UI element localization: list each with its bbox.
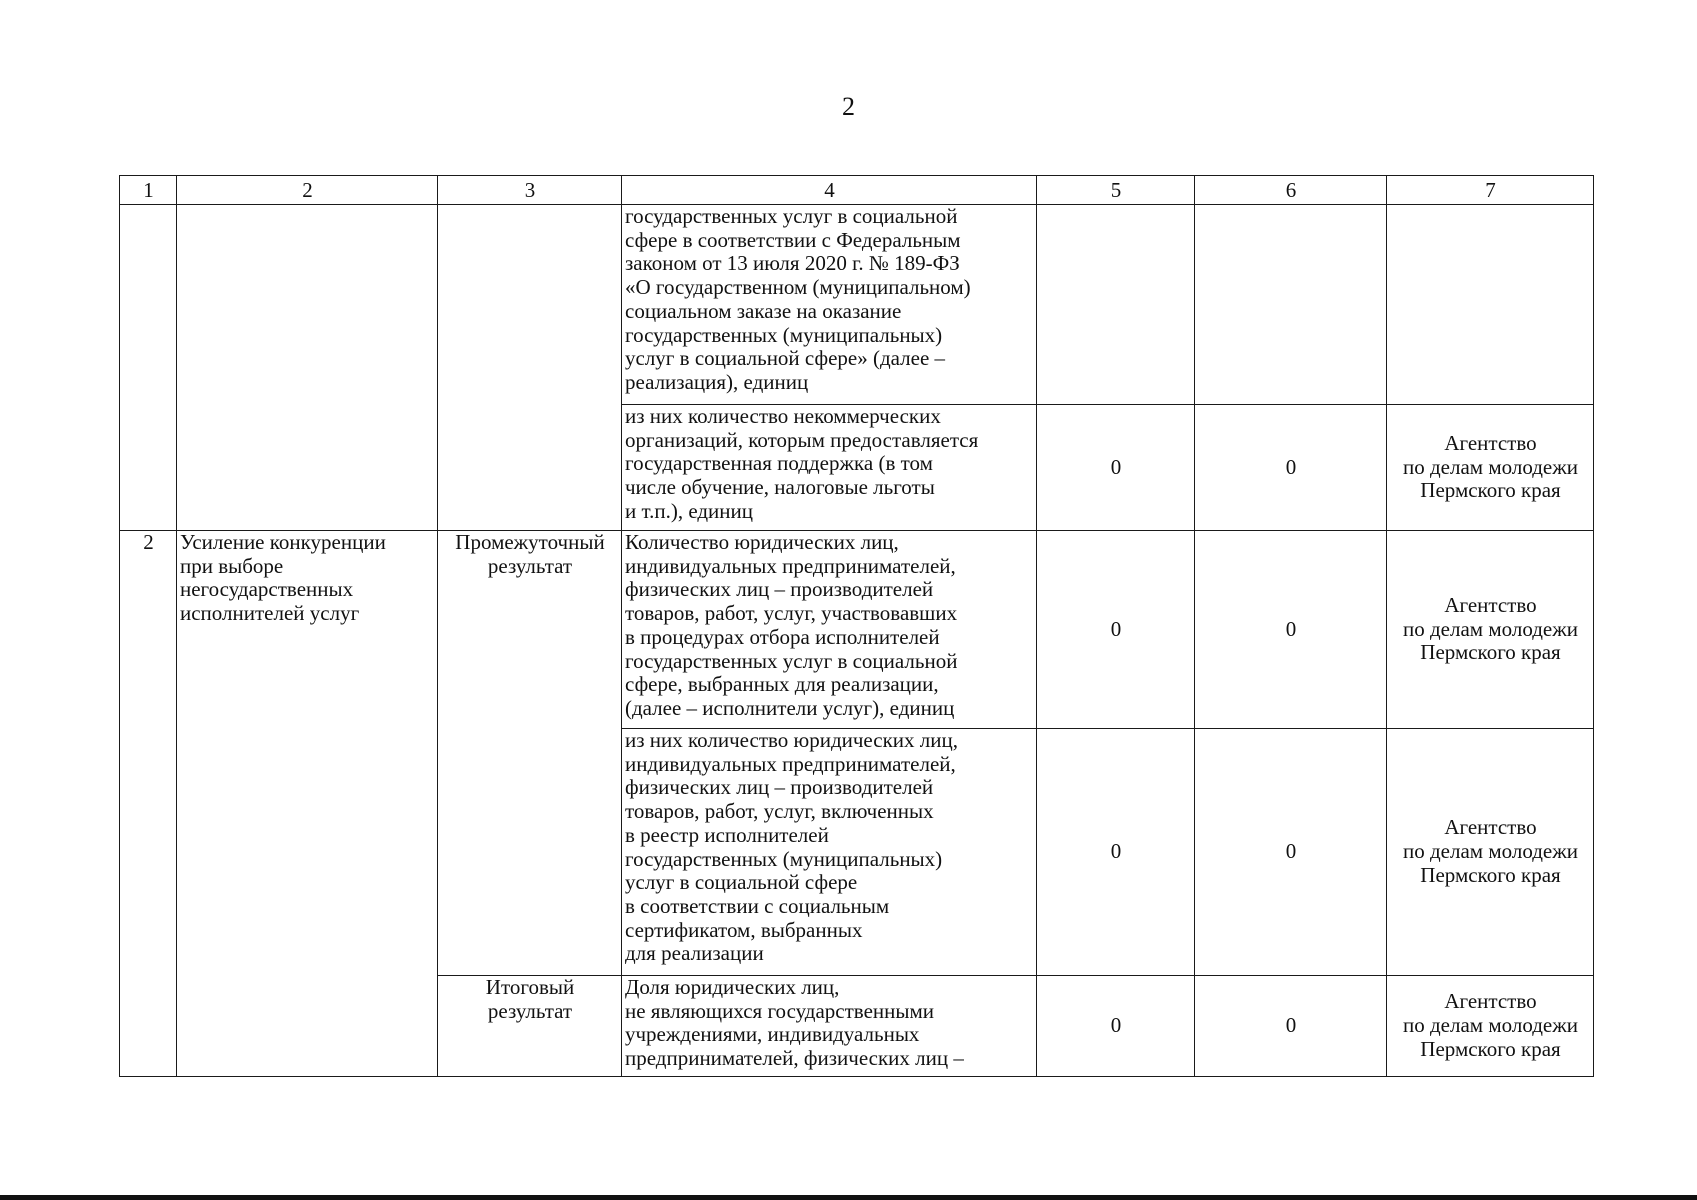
value-col-5: 0 xyxy=(1037,729,1195,976)
value-col-6: 0 xyxy=(1195,976,1387,1077)
responsible-agency: Агентство по делам молодежи Пермского края xyxy=(1387,405,1594,531)
header-col-3: 3 xyxy=(438,176,622,205)
value-col-5: 0 xyxy=(1037,405,1195,531)
indicator-text: из них количество некоммерческих организаций, которым предоставляется государственная поддержка (в том числе обучение, налоговые льготы и т.п.), единиц xyxy=(622,405,1037,531)
header-col-5: 5 xyxy=(1037,176,1195,205)
table-row xyxy=(120,205,1594,405)
header-col-6: 6 xyxy=(1195,176,1387,205)
indicators-table xyxy=(119,175,1594,1077)
page-number: 2 xyxy=(842,92,855,121)
responsible-agency: Агентство по делам молодежи Пермского края xyxy=(1387,531,1594,729)
responsible-agency xyxy=(1387,205,1594,405)
row-number: 2 xyxy=(120,531,177,1077)
value-col-5: 0 xyxy=(1037,531,1195,729)
indicator-text: из них количество юридических лиц, индивидуальных предпринимателей, физических лиц – производителей товаров, работ, услуг, включенных в реестр исполнителей государственных (муниципальных) услуг в социальной сфере в соответствии с социальным сертификатом, выбранных для реализации xyxy=(622,729,1037,976)
indicator-text: Количество юридических лиц, индивидуальных предпринимателей, физических лиц – производителей товаров, работ, услуг, участвовавших в процедурах отбора исполнителей государственных услуг в социальной сфере, выбранных для реализации, (далее – исполнители услуг), единиц xyxy=(622,531,1037,729)
header-col-1: 1 xyxy=(120,176,177,205)
indicator-text: государственных услуг в социальной сфере в соответствии с Федеральным законом от 13 июля 2020 г. № 189-ФЗ «О государственном (муниципальном) социальном заказе на оказание государственных (муниципальных) услуг в социальной сфере» (далее – реализация), единиц xyxy=(622,205,1037,405)
value-col-6 xyxy=(1195,205,1387,405)
value-col-5 xyxy=(1037,205,1195,405)
header-col-7: 7 xyxy=(1387,176,1594,205)
measure-name: Усиление конкуренции при выборе негосударственных исполнителей услуг xyxy=(177,531,438,1077)
value-col-6: 0 xyxy=(1195,729,1387,976)
header-col-2: 2 xyxy=(177,176,438,205)
responsible-agency: Агентство по делам молодежи Пермского края xyxy=(1387,729,1594,976)
responsible-agency: Агентство по делам молодежи Пермского края xyxy=(1387,976,1594,1077)
continuation-cell-col-2 xyxy=(177,205,438,531)
scan-bottom-edge xyxy=(0,1195,1697,1200)
value-col-6: 0 xyxy=(1195,405,1387,531)
value-col-6: 0 xyxy=(1195,531,1387,729)
continuation-cell-col-1 xyxy=(120,205,177,531)
table-header-row xyxy=(120,176,1594,205)
table-row xyxy=(120,531,1594,729)
header-col-4: 4 xyxy=(622,176,1037,205)
indicator-text: Доля юридических лиц, не являющихся государственными учреждениями, индивидуальных предпринимателей, физических лиц – xyxy=(622,976,1037,1077)
continuation-cell-col-3 xyxy=(438,205,622,531)
result-type: Итоговый результат xyxy=(438,976,622,1077)
value-col-5: 0 xyxy=(1037,976,1195,1077)
result-type: Промежуточный результат xyxy=(438,531,622,976)
